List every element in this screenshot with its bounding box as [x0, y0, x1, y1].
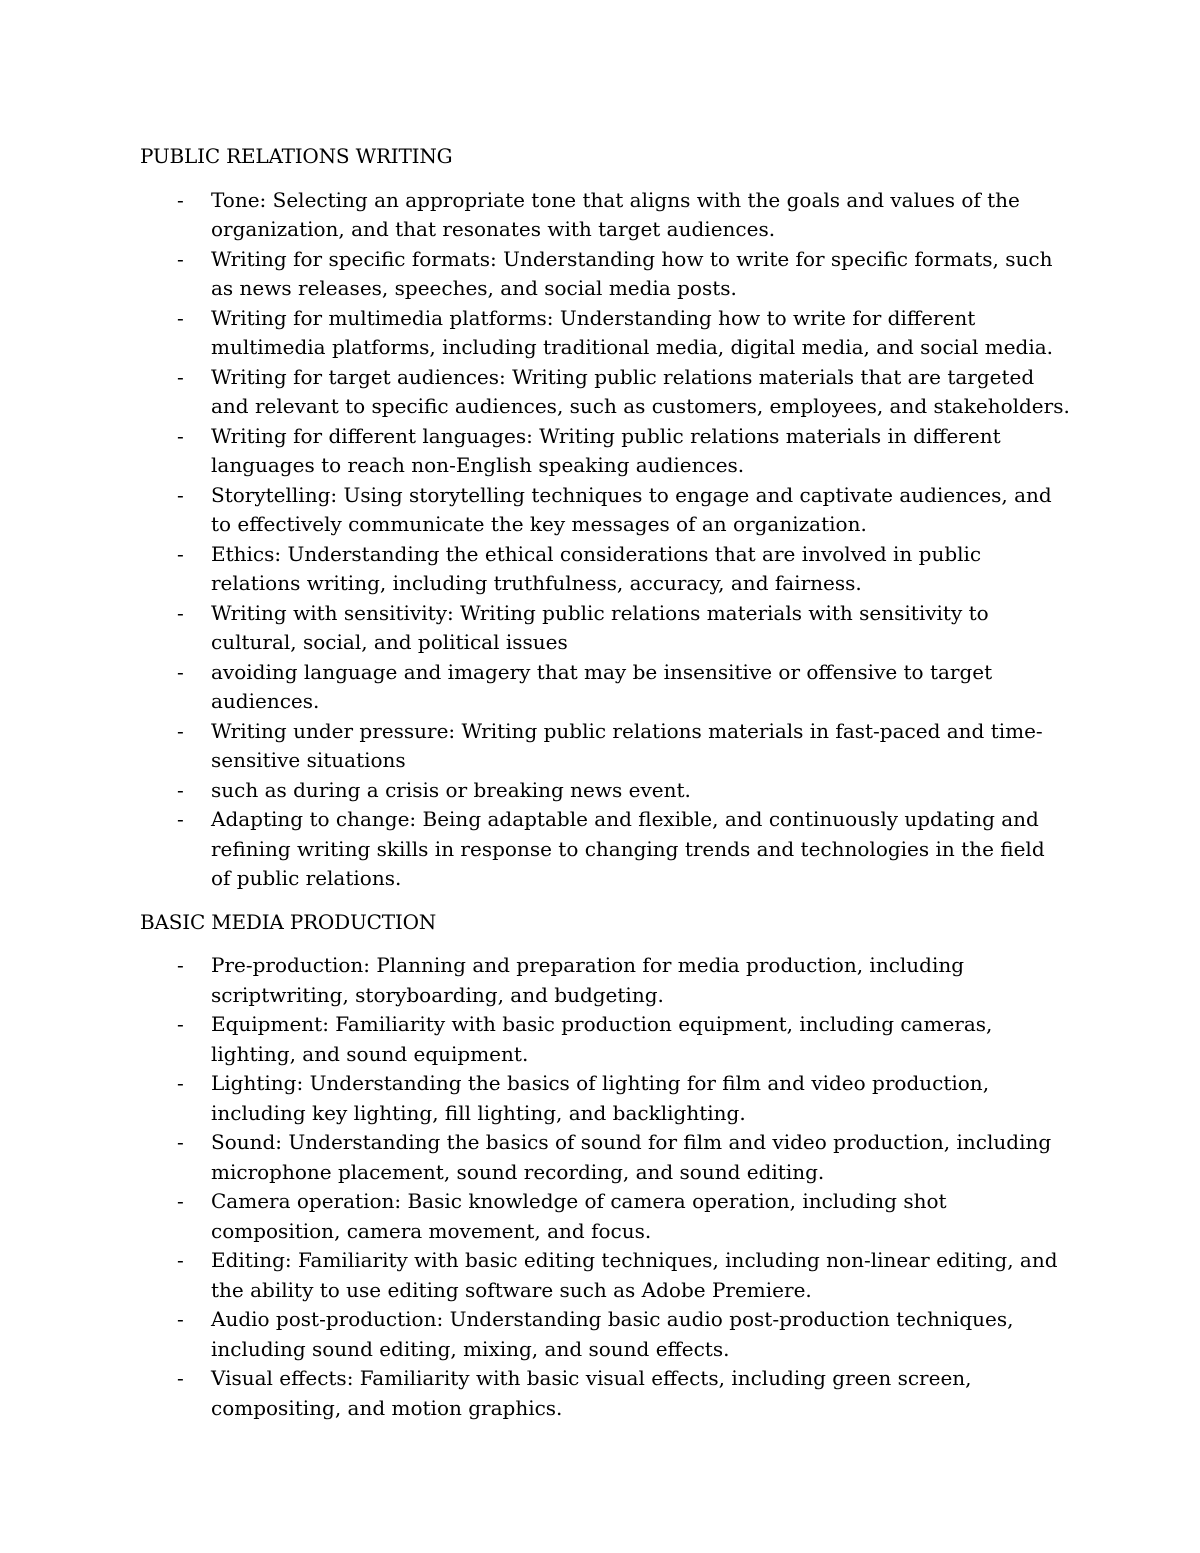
dash-bullet-icon: - [177, 187, 184, 212]
section-heading-public-relations-writing: PUBLIC RELATIONS WRITING [140, 144, 453, 168]
dash-bullet-icon: - [177, 953, 184, 977]
document-content [140, 142, 1070, 1423]
dash-bullet-icon: - [177, 364, 184, 389]
dash-bullet-icon: - [177, 718, 184, 743]
dash-bullet-icon: - [177, 1248, 184, 1272]
list-item-text: such as during a crisis or breaking news event. [211, 777, 691, 802]
dash-bullet-icon: - [177, 659, 184, 684]
list-item-text: Writing under pressure: Writing public relations materials in fast-paced and time-sensitive situations [211, 718, 1043, 772]
list-item-text: Writing with sensitivity: Writing public relations materials with sensitivity to cultural, social, and political issues [211, 600, 989, 654]
dash-bullet-icon: - [177, 482, 184, 507]
list-item [140, 805, 1070, 894]
list-item [140, 304, 1070, 363]
list-item-text: Writing for target audiences: Writing public relations materials that are targeted and relevant to specific audiences, such as customers, employees, and stakeholders. [211, 364, 1070, 418]
list-item [140, 1364, 1070, 1423]
list-item-text: Storytelling: Using storytelling techniques to engage and captivate audiences, and to effectively communicate the key messages of an organization. [211, 482, 1052, 536]
list-item [140, 1010, 1070, 1069]
list-item-text: Visual effects: Familiarity with basic visual effects, including green screen, compositing, and motion graphics. [211, 1366, 972, 1420]
list-item-text: Tone: Selecting an appropriate tone that aligns with the goals and values of the organization, and that resonates with target audiences. [211, 187, 1020, 241]
list-item-text: Editing: Familiarity with basic editing techniques, including non-linear editing, and the ability to use editing software such as Adobe Premiere. [211, 1248, 1058, 1302]
basic-media-production-list [140, 951, 1070, 1423]
list-item-text: Equipment: Familiarity with basic production equipment, including cameras, lighting, and sound equipment. [211, 1012, 993, 1066]
list-item [140, 540, 1070, 599]
list-item-text: Writing for specific formats: Understanding how to write for specific formats, such as news releases, speeches, and social media posts. [211, 246, 1053, 300]
list-item-text: Writing for multimedia platforms: Understanding how to write for different multimedia platforms, including traditional media, digital media, and social media. [211, 305, 1054, 359]
list-item-text: Camera operation: Basic knowledge of camera operation, including shot composition, camera movement, and focus. [211, 1189, 947, 1243]
dash-bullet-icon: - [177, 1189, 184, 1213]
section-heading-basic-media-production: BASIC MEDIA PRODUCTION [140, 909, 437, 934]
dash-bullet-icon: - [177, 423, 184, 448]
dash-bullet-icon: - [177, 1366, 184, 1390]
public-relations-writing-list [140, 186, 1070, 894]
list-item [140, 776, 1070, 806]
dash-bullet-icon: - [177, 777, 184, 802]
list-item [140, 951, 1070, 1010]
dash-bullet-icon: - [177, 246, 184, 271]
list-item [140, 363, 1070, 422]
list-item-text: avoiding language and imagery that may be insensitive or offensive to target audiences. [211, 659, 993, 713]
list-item [140, 186, 1070, 245]
list-item-text: Sound: Understanding the basics of sound for film and video production, including microphone placement, sound recording, and sound editing. [211, 1130, 1052, 1184]
list-item-text: Audio post-production: Understanding basic audio post-production techniques, including sound editing, mixing, and sound effects. [211, 1307, 1014, 1361]
dash-bullet-icon: - [177, 600, 184, 625]
list-item [140, 481, 1070, 540]
list-item [140, 599, 1070, 658]
list-item [140, 1069, 1070, 1128]
list-item [140, 658, 1070, 717]
dash-bullet-icon: - [177, 807, 184, 831]
list-item-text: Adapting to change: Being adaptable and flexible, and continuously updating and refining writing skills in response to changing trends and technologies in the field of public relations. [211, 807, 1045, 890]
list-item-text: Ethics: Understanding the ethical considerations that are involved in public relations writing, including truthfulness, accuracy, and fairness. [211, 541, 982, 595]
list-item [140, 1305, 1070, 1364]
list-item [140, 245, 1070, 304]
dash-bullet-icon: - [177, 1130, 184, 1154]
list-item-text: Lighting: Understanding the basics of lighting for film and video production, including key lighting, fill lighting, and backlighting. [211, 1071, 990, 1125]
dash-bullet-icon: - [177, 541, 184, 566]
list-item [140, 1187, 1070, 1246]
list-item [140, 422, 1070, 481]
list-item [140, 717, 1070, 776]
list-item [140, 1246, 1070, 1305]
dash-bullet-icon: - [177, 1012, 184, 1036]
list-item-text: Writing for different languages: Writing public relations materials in different languages to reach non-English speaking audiences. [211, 423, 1001, 477]
list-item-text: Pre-production: Planning and preparation for media production, including scriptwriting, storyboarding, and budgeting. [211, 953, 965, 1007]
dash-bullet-icon: - [177, 1307, 184, 1331]
list-item [140, 1128, 1070, 1187]
dash-bullet-icon: - [177, 1071, 184, 1095]
dash-bullet-icon: - [177, 305, 184, 330]
